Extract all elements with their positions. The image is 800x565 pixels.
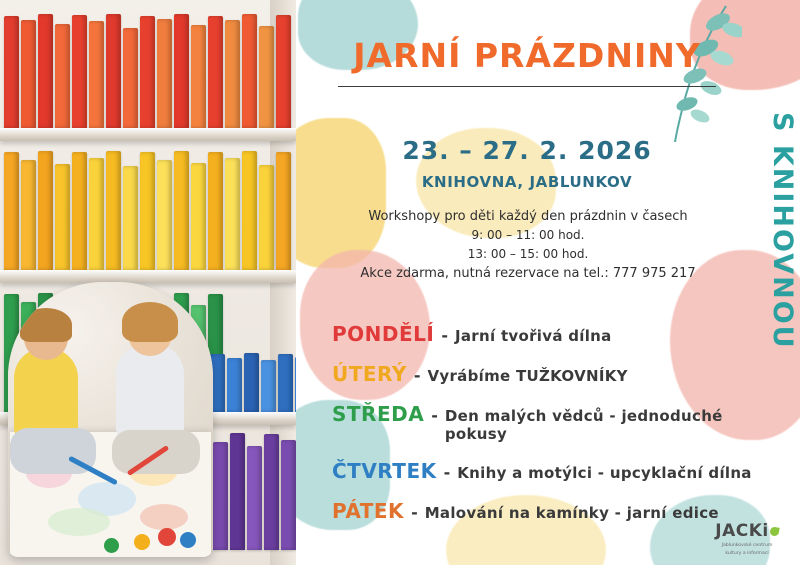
day-name-monday: PONDĚLÍ	[332, 322, 435, 346]
day-desc-wednesday: Den malých vědců - jednoduché pokusy	[444, 407, 723, 443]
info-line-2: 9: 00 – 11: 00 hod.	[471, 228, 585, 242]
shelf-board-1	[0, 128, 296, 141]
day-dash-monday: -	[441, 326, 448, 345]
logo-wordmark	[704, 521, 790, 541]
poster-headline: JARNÍ PRÁZDNINY	[353, 36, 701, 75]
logo-subtitle-1: Jablunkovské centrum	[721, 543, 773, 548]
bookshelf-photo	[0, 0, 296, 565]
program-row-friday	[332, 499, 782, 523]
program-list	[332, 322, 782, 539]
info-line-1: Workshopy pro děti každý den prázdnin v časech	[368, 209, 688, 224]
day-dash-thursday: -	[443, 463, 451, 482]
day-dash-wednesday: -	[431, 406, 438, 425]
leaf-icon	[769, 526, 779, 536]
day-name-friday: PÁTEK	[332, 499, 405, 523]
poster-dates: 23. – 27. 2. 2026	[402, 136, 652, 165]
day-name-wednesday: STŘEDA	[332, 402, 425, 426]
day-desc-monday: Jarní tvořivá dílna	[455, 327, 612, 345]
day-dash-tuesday: -	[413, 366, 421, 385]
program-row-monday	[332, 322, 782, 346]
book-row-red	[4, 14, 293, 128]
day-name-tuesday: ÚTERÝ	[332, 362, 407, 386]
day-desc-tuesday: Vyrábíme TUŽKOVNÍKY	[427, 367, 628, 385]
headline-divider	[338, 86, 716, 87]
poster-info-block	[322, 207, 734, 283]
info-line-3: 13: 00 – 15: 00 hod.	[467, 247, 589, 261]
logo-text: JACKi	[715, 521, 769, 541]
logo-subtitle-2: kultury a informací	[725, 551, 769, 556]
poster-place: KNIHOVNA, JABLUNKOV	[421, 173, 633, 191]
day-dash-friday: -	[411, 503, 418, 522]
info-line-4: Akce zdarma, nutná rezervace na tel.: 777 975 217	[360, 266, 696, 281]
book-row-blue	[210, 352, 296, 412]
day-desc-thursday: Knihy a motýlci - upcyklační dílna	[457, 464, 752, 482]
book-row-yellow	[4, 150, 293, 270]
program-row-tuesday	[332, 362, 782, 386]
day-desc-friday: Malování na kamínky - jarní edice	[424, 504, 719, 522]
day-name-thursday: ČTVRTEK	[332, 459, 437, 483]
program-row-thursday	[332, 459, 782, 483]
program-row-wednesday	[332, 402, 782, 443]
children-painting-photo	[8, 282, 213, 557]
poster-content	[296, 0, 800, 565]
poster-side-title: S KNIHOVNOU	[767, 112, 798, 350]
organizer-logo	[704, 521, 790, 557]
